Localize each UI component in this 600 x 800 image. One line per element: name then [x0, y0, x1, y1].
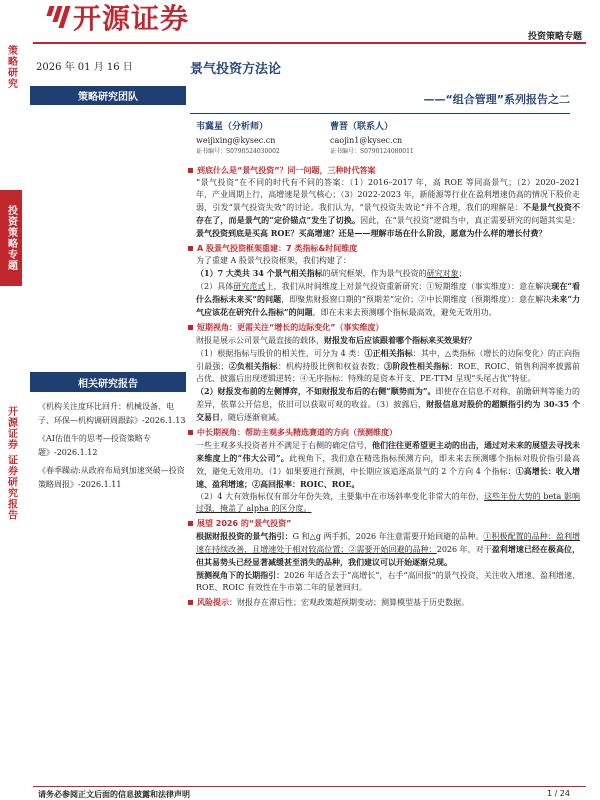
bold-run: ③阶段性相关指标: [383, 361, 450, 371]
bold-run: 景气投资到底是买高 ROE？买高增速？还是——理解市场在什么阶段，愿意为什么样的增长付费？: [196, 228, 547, 238]
bold-run: 不是景气投资不存在了，而是景气的“定价锚点”发生了切换。: [196, 202, 581, 225]
text-run: ：其中，△类指标（增长的边际变化）的正向指引最强；: [196, 349, 581, 371]
text-run: （2）4 大有效指标仅有部分年份失效，主要集中在市场斜率变化非常大的年份，: [196, 492, 485, 501]
underline-run: ②需要开始回避的品种：: [348, 545, 437, 554]
report-body: [196, 165, 580, 612]
paragraph: [196, 385, 580, 424]
bold-run: ②负相关指标: [228, 361, 278, 371]
title-divider: [190, 113, 570, 114]
author-card: [196, 122, 280, 157]
text-run: 上，我们从时间维度上对景气投资重新研究：①短期维度（事实维度）：意在解决: [265, 282, 552, 291]
paragraph: [196, 280, 580, 319]
section-heading: [188, 518, 580, 530]
related-reports-banner: 相关研究报告: [30, 372, 186, 392]
text-run: ，即在未来去预测哪个指标最高效，避免无效用功。: [312, 308, 497, 317]
section-4: [196, 427, 580, 515]
bold-run: 预测视角下的长期指引：: [196, 570, 285, 580]
side-tab-label: 策略研究: [5, 45, 17, 89]
company-logo: [48, 2, 190, 35]
text-run: “景气投资”在不同的时代有不同的答案：（1）2016–2017 年，高 ROE 等同高景气；（2）2020–2021 年，产业周期上行，高增速是景气核心；（3）2022-2023 年，新能源等行业在盈利增速仍高的情况下股价走弱，引发“景气投资失效”的讨论。我们认为，“景气投资失效论”并不合理，我们的理解是：: [196, 178, 580, 212]
section-heading: [188, 597, 580, 609]
logo-text: 开源证券: [73, 2, 190, 35]
footer-disclaimer: 请务必参阅正文后面的信息披露和法律声明: [38, 790, 190, 799]
report-subtitle: ——“组合管理”系列报告之二: [423, 93, 570, 106]
text-run: 财报是展示公司景气最直接的载体，: [196, 336, 324, 345]
paragraph: [196, 267, 580, 280]
section-heading: [188, 243, 580, 255]
text-run: 2026 年适合去于“高增长”，右手“高回报”的景气投资，关注收入增速、盈利增速、ROE、ROIC 有效性在牛市第二年的显著回归。: [196, 571, 580, 592]
bold-run: 财报发布后应该跟着哪个指标来买效果好？: [324, 335, 476, 345]
bullet-square-icon: [188, 430, 193, 435]
section-heading: [188, 427, 580, 439]
text-run: ：ROE、ROIC、销售利润率披露前占优、披露后出现逻辑逆转；④无序指标：特殊的是资本开支、PE-TTM 呈现“头尾占优”特征。: [196, 362, 581, 383]
paragraph: [196, 255, 580, 267]
underline-run: 研究范式: [233, 282, 266, 291]
bold-run: （2）财报发布前的左侧博弈，不如财报发布后的右侧“顺势而为”。: [196, 386, 436, 396]
text-run: 的研究框架，作为景气投资的: [322, 269, 427, 278]
paragraph: [196, 347, 580, 385]
related-report-link[interactable]: 《春季躁动:从政府布局到加速突破—投资策略周报》-2026.1.11: [38, 466, 185, 489]
side-tab-label: 投资策略专题: [5, 205, 17, 271]
text-run: ，即聚焦财报窗口期的“预期差”定价；②中长期维度（预期维度）：意在解决: [281, 295, 552, 304]
text-run: G 和△g 两手抓，2026 年注意需要开始回避的品种。: [292, 532, 484, 541]
text-run: ：机构持股比例和权益表数；: [277, 362, 384, 371]
author-name: 韦冀星（分析师）: [196, 122, 269, 132]
section-3: [196, 322, 580, 424]
underline-run: 研究对象: [426, 269, 459, 278]
author-email[interactable]: weijixing@kysec.cn: [196, 136, 276, 145]
author-cert: 证书编号：S0790124080011: [330, 148, 414, 155]
logo-mark-icon: [48, 6, 67, 28]
text-run: ；: [458, 269, 467, 278]
related-report-link[interactable]: 《AI估值牛的思考—投资策略专题》-2026.1.12: [38, 434, 151, 457]
side-tab-brand: [0, 396, 22, 530]
paragraph: [196, 491, 580, 515]
report-date: 2026 年 01 月 16 日: [36, 62, 133, 73]
text-run: （2）具体: [196, 282, 234, 291]
side-tab-topic: [0, 190, 22, 286]
paragraph: [196, 530, 580, 569]
bold-run: 未来“力气应该花在研究什么指标”的问题: [196, 294, 580, 317]
footer-divider: [33, 786, 586, 787]
text-run: （1）根据指标与股价的相关性，可分为 4 类：: [196, 349, 365, 358]
paragraph: [196, 439, 580, 491]
related-reports-list: [38, 400, 186, 496]
text-run: 一些主观多头投资者并不满足于右侧的确定信号，: [196, 441, 372, 450]
text-run: ，随后逐渐衰减。: [220, 413, 284, 422]
text-run: 为了重建 A 股景气投资框架，我们构建了：: [196, 256, 351, 265]
paragraph: [196, 177, 580, 240]
team-banner: 策略研究团队: [30, 86, 186, 105]
paragraph: [196, 334, 580, 347]
bullet-square-icon: [188, 325, 193, 330]
author-name: 曹晋（联系人）: [330, 122, 394, 132]
bold-run: 财报信息对股价的超额指引约为 30-35 个交易日: [196, 399, 581, 422]
series-tag: 投资策略专题: [527, 32, 582, 42]
bold-run: ①正相关指标: [364, 348, 413, 358]
text-run: 2026 年，对于: [436, 545, 492, 554]
underline-run: ①积极配置的品种：盈利增速在持续改善，且增速处于相对较高位置；: [196, 532, 580, 554]
bold-run: ①高增长：收入增速、盈利增速；②高回报率：ROIC、ROE。: [196, 466, 581, 489]
page-number: 1 / 24: [546, 789, 570, 798]
section-1: [196, 165, 580, 240]
section-heading: [188, 322, 580, 334]
bold-run: 根据财报投资的景气指引：: [196, 531, 293, 541]
risk-text: 财报存在滞后性；宏观政策超预期变动；测算模型基于历史数据。: [237, 598, 469, 607]
section-heading-text: A 股景气投资框架重建：7 类指标&时间维度: [197, 244, 358, 253]
section-heading-text: 中长期视角：帮助主观多头精选赛道的方向（预测维度）: [197, 428, 397, 437]
bold-run: 盈利增速已经在极高位，但其易势头已经显著减缓甚至消失的品种，我们建议可以开始逐渐兑现。: [196, 544, 581, 567]
section-heading-text: 风险提示：: [197, 598, 237, 607]
author-cert: 证书编号：S0790524030002: [196, 148, 280, 155]
text-run: 因此，在“景气投资”逻辑当中，真正需要研究的问题其实是：: [360, 216, 580, 225]
header-divider: [33, 42, 586, 44]
side-tab-label: 开源证券 证券研究报告: [5, 405, 17, 521]
bold-run: 他们往往更希望更主动的出击，通过对未来的展望去寻找未来维度上的“伟大公司”。: [196, 440, 580, 463]
author-email[interactable]: caojin1@kysec.cn: [330, 136, 403, 145]
paragraph: [196, 569, 580, 594]
section-heading-text: 短期视角：更需关注“增长的边际变化”（事实维度）: [197, 323, 384, 332]
section-heading-text: 到底什么是“景气投资”？同一问题，三种时代答案: [197, 166, 376, 175]
bullet-square-icon: [188, 246, 193, 251]
section-2: [196, 243, 580, 319]
bold-run: （1）7 大类共 34 个景气相关指标: [196, 268, 323, 278]
bullet-square-icon: [188, 168, 193, 173]
underline-run: 这些年份大势的 beta 影响过强，掩盖了 alpha 的区分度。: [196, 492, 580, 513]
side-tab-strategy: [0, 40, 22, 94]
section-6: [196, 597, 580, 609]
section-5: [196, 518, 580, 594]
bold-run: 现在“看什么指标未来买”的问题: [196, 281, 581, 304]
text-run: 即使存在信息不对称，前瞻研判等能力的差异，依靠公开信息，依旧可以获取可观的收益。（3）披露后，: [196, 387, 580, 409]
report-title: 景气投资方法论: [190, 62, 282, 77]
section-heading-text: 展望 2026 的“景气投资”: [197, 519, 292, 528]
bullet-square-icon: [188, 521, 193, 526]
text-run: 此视角下，我们意在精选指标预测方向，即未来去预测哪个指标对股价指引最高效，避免无效用功。（1）如果要进行预测，中长期应该追逐高景气的 2 个方向 4 个指标：: [196, 454, 580, 476]
bullet-square-icon: [188, 600, 193, 605]
related-report-link[interactable]: 《机构关注度环比回升：机械设备、电子、环保—机构调研周跟踪》-2026.1.13: [38, 402, 186, 425]
section-heading: [188, 165, 580, 177]
author-card: [330, 122, 414, 157]
